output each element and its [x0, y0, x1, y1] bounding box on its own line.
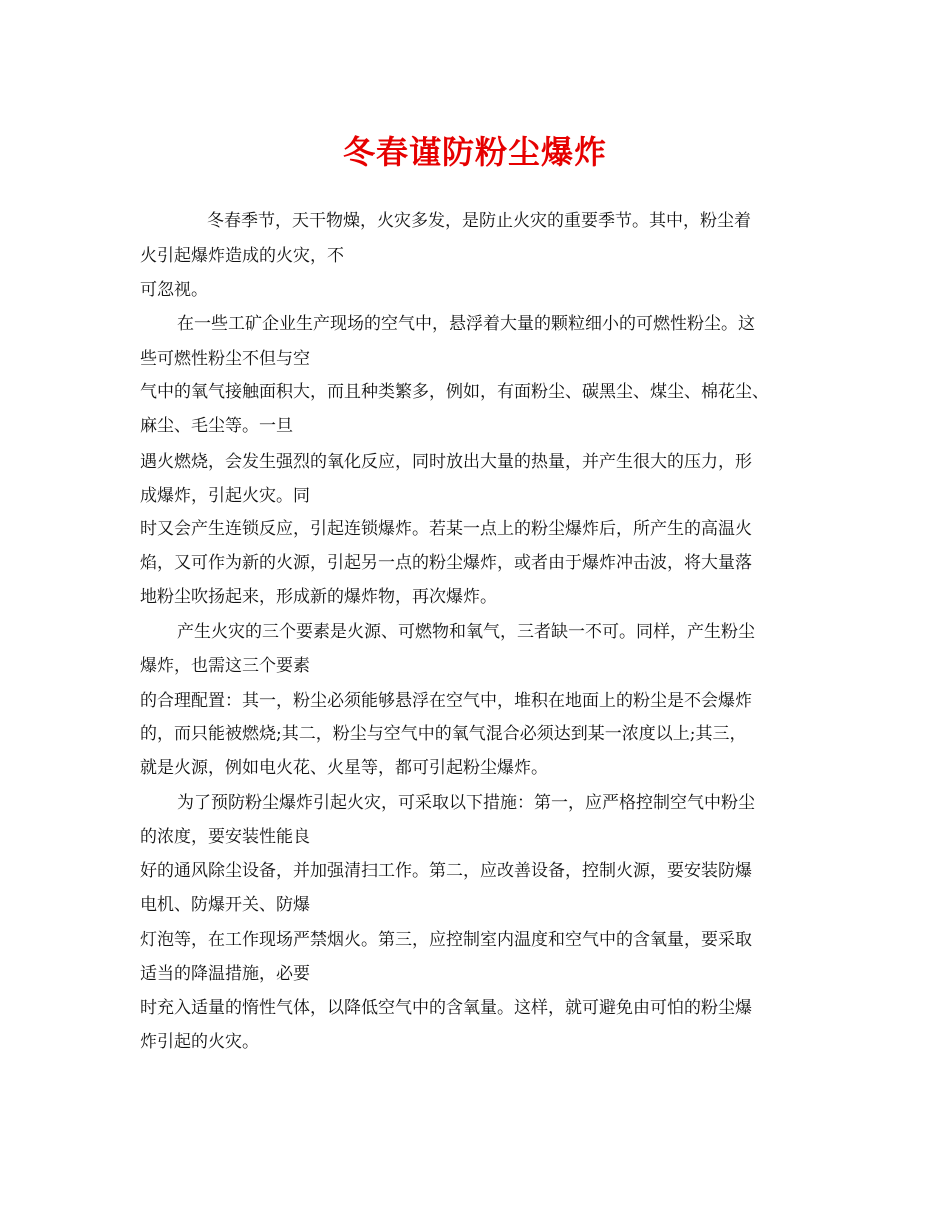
text-line: 产生火灾的三个要素是火源、可燃物和氧气，三者缺一不可。同样，产生粉尘: [177, 622, 755, 642]
text-line: 遇火燃烧，会发生强烈的氧化反应，同时放出大量的热量，并产生很大的压力，形: [140, 452, 752, 472]
text-line: 适当的降温措施，必要: [140, 964, 310, 984]
text-line: 爆炸，也需这三个要素: [140, 656, 310, 676]
text-line: 成爆炸，引起火灾。同: [140, 486, 310, 506]
text-line: 焰，又可作为新的火源，引起另一点的粉尘爆炸，或者由于爆炸冲击波，将大量落: [140, 553, 752, 573]
text-line: 地粉尘吹扬起来，形成新的爆炸物，再次爆炸。: [140, 587, 497, 607]
text-line: 火引起爆炸造成的火灾，不: [140, 246, 344, 266]
text-line: 麻尘、毛尘等。一旦: [140, 416, 293, 436]
text-line: 在一些工矿企业生产现场的空气中，悬浮着大量的颗粒细小的可燃性粉尘。这: [177, 314, 755, 334]
text-line: 的浓度，要安装性能良: [140, 827, 310, 847]
text-line: 些可燃性粉尘不但与空: [140, 349, 310, 369]
text-line: 气中的氧气接触面积大，而且种类繁多，例如，有面粉尘、碳黑尘、煤尘、棉花尘、: [140, 382, 769, 402]
text-line: 好的通风除尘设备，并加强清扫工作。第二，应改善设备，控制火源，要安装防爆: [140, 861, 752, 881]
text-line: 的，而只能被燃烧;其二，粉尘与空气中的氧气混合必须达到某一浓度以上;其三，: [140, 724, 747, 744]
text-line: 冬春季节，天干物燥，火灾多发，是防止火灾的重要季节。其中，粉尘着: [207, 211, 751, 231]
text-line: 电机、防爆开关、防爆: [140, 895, 310, 915]
text-line: 时充入适量的惰性气体，以降低空气中的含氧量。这样，就可避免由可怕的粉尘爆: [140, 998, 752, 1018]
text-line: 炸引起的火灾。: [140, 1032, 259, 1052]
text-line: 灯泡等，在工作现场严禁烟火。第三，应控制室内温度和空气中的含氧量，要采取: [140, 930, 752, 950]
text-line: 为了预防粉尘爆炸引起火灾，可采取以下措施：第一，应严格控制空气中粉尘: [177, 793, 755, 813]
text-line: 的合理配置：其一，粉尘必须能够悬浮在空气中，堆积在地面上的粉尘是不会爆炸: [140, 691, 752, 711]
document-title: 冬春谨防粉尘爆炸: [342, 133, 607, 171]
text-line: 可忽视。: [140, 280, 208, 300]
text-line: 就是火源，例如电火花、火星等，都可引起粉尘爆炸。: [140, 758, 548, 778]
text-line: 时又会产生连锁反应，引起连锁爆炸。若某一点上的粉尘爆炸后，所产生的高温火: [140, 519, 752, 539]
